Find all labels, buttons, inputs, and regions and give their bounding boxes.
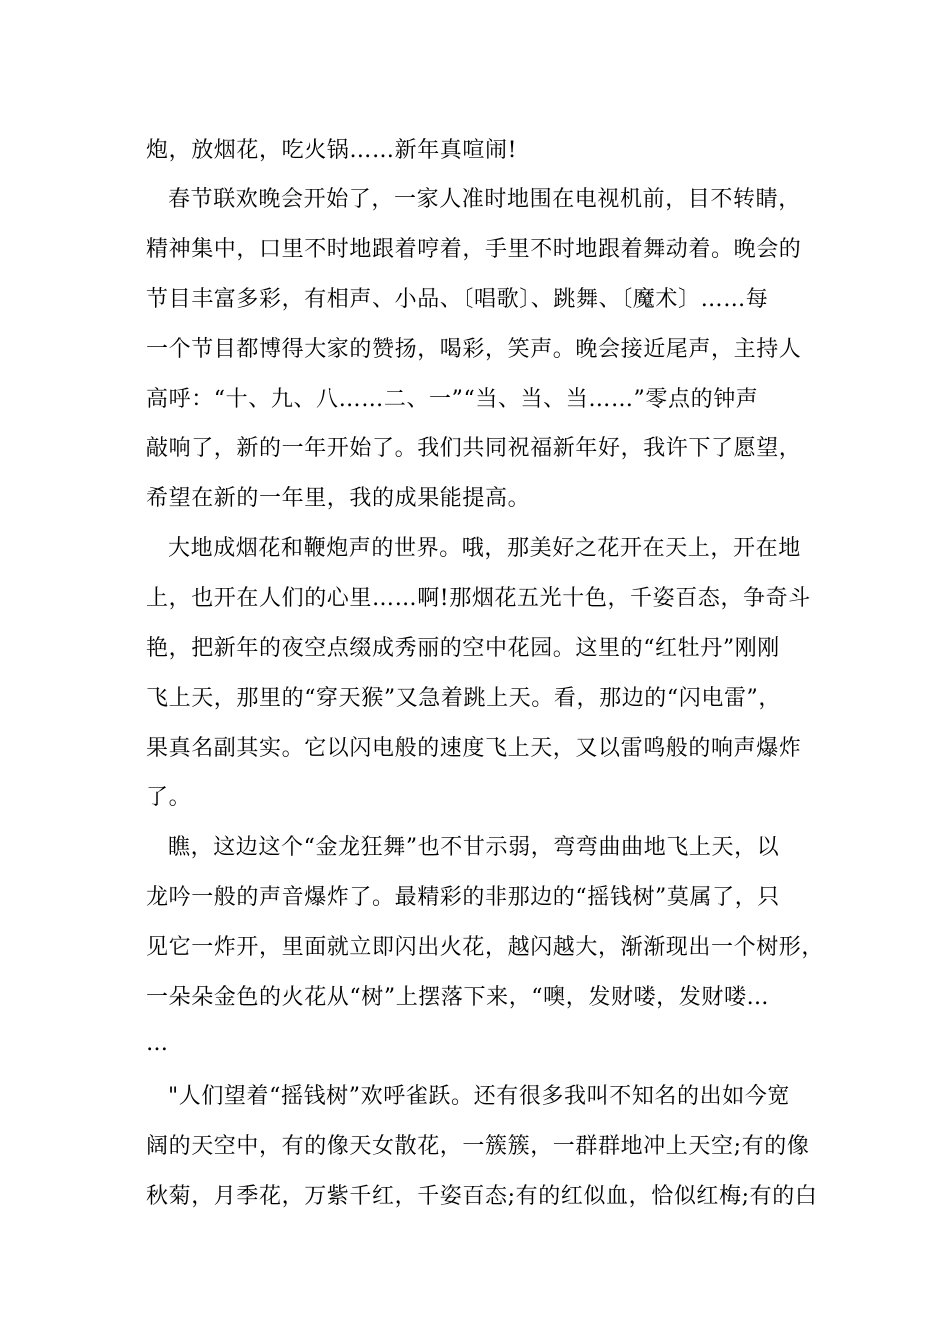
text-line: 春节联欢晚会开始了，一家人准时地围在电视机前，目不转睛， (168, 187, 801, 212)
text-line: 敲响了，新的一年开始了。我们共同祝福新年好，我许下了愿望， (146, 436, 802, 461)
text-line: 节目丰富多彩，有相声、小品、〔唱歌〕、跳舞、〔魔术〕……每 (146, 287, 769, 312)
text-line: 秋菊，月季花，万紫千红，千姿百态;有的红似血，恰似红梅;有的白 (146, 1184, 818, 1209)
text-line: … (146, 1031, 169, 1056)
text-line: 见它一炸开，里面就立即闪出火花，越闪越大，渐渐现出一个树形， (146, 935, 825, 960)
text-line: 阔的天空中，有的像天女散花，一簇簇，一群群地冲上天空;有的像 (146, 1134, 810, 1159)
text-line: 高呼：“十、九、八……二、一”“当、当、当……”零点的钟声 (146, 387, 759, 412)
text-line: 了。 (146, 785, 192, 810)
text-line: 上，也开在人们的心里……啊!那烟花五光十色，千姿百态，争奇斗 (146, 586, 811, 611)
text-line: 艳，把新年的夜空点缀成秀丽的空中花园。这里的“红牡丹”刚刚 (146, 636, 780, 661)
text-line: 一个节目都博得大家的赞扬，喝彩，笑声。晚会接近尾声，主持人 (146, 337, 802, 362)
text-line: 瞧，这边这个“金龙狂舞”也不甘示弱，弯弯曲曲地飞上天，以 (168, 835, 780, 860)
text-line: 一朵朵金色的火花从“树”上摆落下来，“噢，发财喽，发财喽… (146, 985, 770, 1010)
text-line: 炮，放烟花，吃火锅……新年真喧闹! (146, 138, 518, 163)
text-line: "人们望着“摇钱树”欢呼雀跃。还有很多我叫不知名的出如今宽 (168, 1084, 791, 1109)
text-line: 希望在新的一年里，我的成果能提高。 (146, 486, 531, 511)
text-line: 果真名副其实。它以闪电般的速度飞上天，又以雷鸣般的响声爆炸 (146, 736, 802, 761)
text-line: 大地成烟花和鞭炮声的世界。哦，那美好之花开在天上，开在地 (168, 536, 801, 561)
text-line: 龙吟一般的声音爆炸了。最精彩的非那边的“摇钱树”莫属了，只 (146, 885, 780, 910)
text-line: 飞上天，那里的“穿天猴”又急着跳上天。看，那边的“闪电雷”， (146, 686, 781, 711)
text-line: 精神集中，口里不时地跟着哼着，手里不时地跟着舞动着。晚会的 (146, 237, 802, 262)
